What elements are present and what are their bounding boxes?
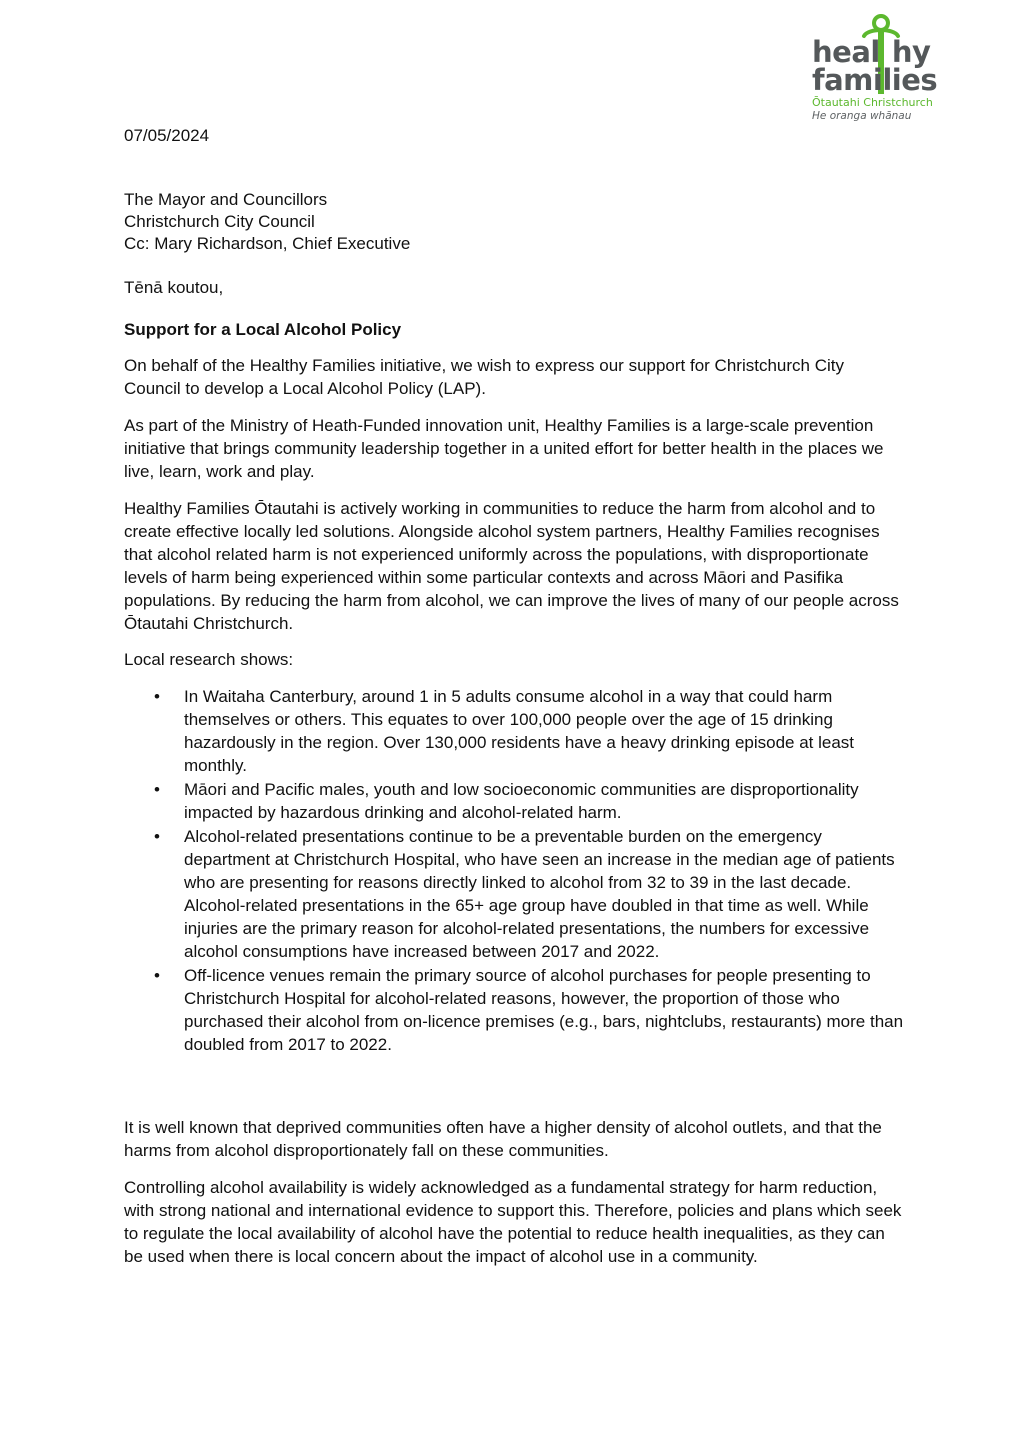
bullet-marker: • bbox=[154, 780, 160, 799]
research-bullet-list bbox=[124, 685, 904, 1057]
bullet-text: Māori and Pacific males, youth and low socioeconomic communities are disproportionality impacted by hazardous drinking and alcohol-related harm. bbox=[184, 780, 859, 822]
address-line-2: Christchurch City Council bbox=[124, 212, 315, 231]
list-item bbox=[124, 825, 904, 963]
letter-date: 07/05/2024 bbox=[124, 126, 210, 145]
list-item bbox=[124, 685, 904, 777]
address-line-1: The Mayor and Councillors bbox=[124, 190, 328, 209]
paragraph-research-intro: Local research shows: bbox=[124, 650, 294, 669]
logo-word-hy: hy bbox=[891, 35, 931, 69]
bullet-text: In Waitaha Canterbury, around 1 in 5 adults consume alcohol in a way that could harm themselves or others. This equates to over 100,000 people over the age of 15 drinking hazardously in the region. Over 130,000 residents have a heavy drinking episode at least monthly. bbox=[184, 687, 855, 775]
logo-location: Ōtautahi Christchurch bbox=[812, 96, 933, 109]
bullet-text: Off-licence venues remain the primary source of alcohol purchases for people presenting to Christchurch Hospital for alcohol-related reasons, however, the proportion of those who purchased their alcohol from on-licence premises (e.g., bars, nightclubs, restaurants) more than doubled from 2017 to 2022. bbox=[184, 966, 904, 1054]
bullet-marker: • bbox=[154, 687, 160, 706]
healthy-families-logo bbox=[806, 14, 956, 126]
logo-tagline: He oranga whānau bbox=[812, 110, 912, 122]
letter-heading: Support for a Local Alcohol Policy bbox=[124, 320, 402, 339]
address-line-3: Cc: Mary Richardson, Chief Executive bbox=[124, 234, 411, 253]
logo-word-families: families bbox=[812, 63, 938, 97]
list-item bbox=[124, 964, 904, 1056]
greeting: Tēnā koutou, bbox=[124, 278, 224, 297]
logo-word-heal: heal bbox=[812, 35, 880, 69]
bullet-marker: • bbox=[154, 966, 160, 985]
paragraph-intro: On behalf of the Healthy Families initiative, we wish to express our support for Christchurch City Council to develop a Local Alcohol Policy (LAP). bbox=[124, 356, 844, 398]
bullet-text: Alcohol-related presentations continue to be a preventable burden on the emergency department at Christchurch Hospital, who have seen an increase in the median age of patients who are presenting for reasons directly linked to alcohol from 32 to 39 in the last decade. Alcohol-related presentations in the 65+ age group have doubled in that time as well. While injuries are the primary reason for alcohol-related presentations, the numbers for excessive alcohol consumptions have increased between 2017 and 2022. bbox=[184, 827, 895, 961]
paragraph-work: Healthy Families Ōtautahi is actively working in communities to reduce the harm from alcohol and to create effective locally led solutions. Alongside alcohol system partners, Healthy Families recognises that alcohol related harm is not experienced uniformly across the populations, with disproportionate levels of harm being experienced within some particular contexts and across Māori and Pasifika populations. By reducing the harm from alcohol, we can improve the lives of many of our people across Ōtautahi Christchurch. bbox=[124, 499, 899, 633]
paragraph-about: As part of the Ministry of Heath-Funded innovation unit, Healthy Families is a large-scale prevention initiative that brings community leadership together in a united effort for better health in the places we live, learn, work and play. bbox=[124, 416, 884, 481]
paragraph-controlling-availability: Controlling alcohol availability is widely acknowledged as a fundamental strategy for harm reduction, with strong national and international evidence to support this. Therefore, policies and plans which seek to regulate the local availability of alcohol have the potential to reduce health inequalities, as they can be used when there is local concern about the impact of alcohol use in a community. bbox=[124, 1178, 902, 1266]
paragraph-deprived-communities: It is well known that deprived communities often have a higher density of alcohol outlets, and that the harms from alcohol disproportionately fall on these communities. bbox=[124, 1118, 882, 1160]
list-item bbox=[124, 778, 904, 824]
bullet-marker: • bbox=[154, 827, 160, 846]
